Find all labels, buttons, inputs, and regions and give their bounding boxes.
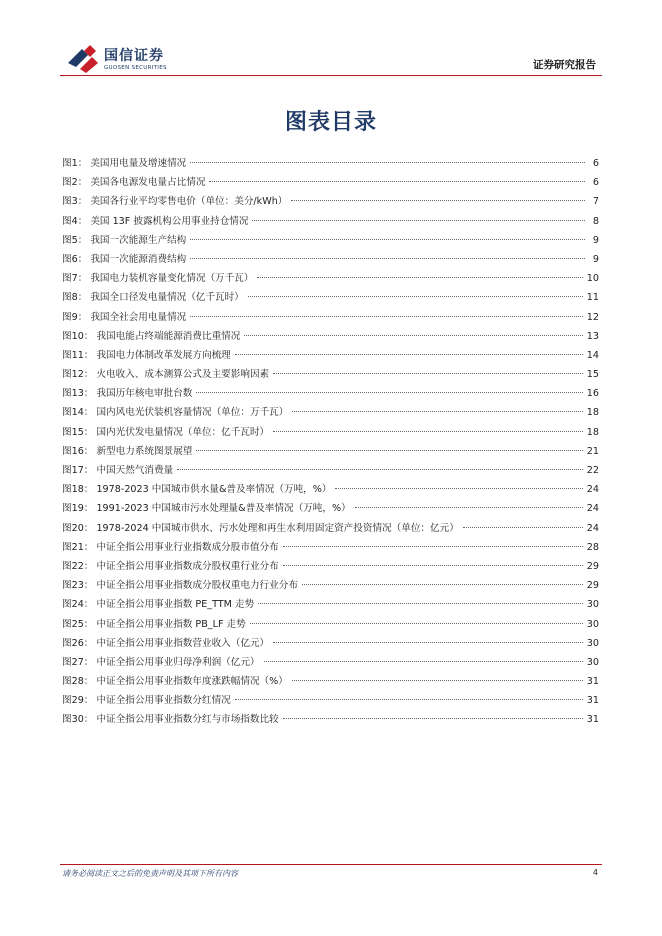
toc-entry[interactable]: [62, 269, 599, 288]
toc-entry-page: 30: [586, 656, 599, 668]
toc-leader-dots: [190, 239, 585, 240]
toc-entry[interactable]: [62, 480, 599, 499]
toc-leader-dots: [264, 661, 583, 662]
toc-entry-page: 6: [592, 158, 599, 169]
toc-entry-page: 9: [592, 234, 599, 246]
toc-leader-dots: [355, 507, 583, 508]
toc-leader-dots: [302, 584, 583, 585]
toc-entry[interactable]: [62, 327, 599, 346]
toc-entry[interactable]: [62, 672, 599, 691]
toc-entry-page: 11: [586, 292, 599, 304]
company-logo: [66, 45, 167, 75]
toc-entry-page: 9: [592, 253, 599, 265]
toc-leader-dots: [283, 546, 583, 547]
header-divider: [60, 75, 602, 76]
toc-entry[interactable]: [62, 403, 599, 422]
toc-entry-page: 24: [586, 484, 599, 496]
toc-entry-label: 图7： 我国电力装机容量变化情况（万千瓦）: [62, 273, 254, 285]
toc-leader-dots: [209, 181, 585, 182]
toc-entry-page: 22: [586, 465, 599, 476]
toc-entry-label: 图16： 新型电力系统图景展望: [62, 445, 193, 457]
toc-entry-page: 12: [586, 311, 599, 323]
toc-leader-dots: [196, 392, 582, 393]
toc-entry-label: 图15： 国内光伏发电量情况（单位：亿千瓦时）: [62, 426, 270, 438]
toc-entry-label: 图18： 1978-2023 中国城市供水量&普及率情况（万吨，%）: [62, 484, 332, 496]
toc-entry[interactable]: [62, 595, 599, 614]
toc-entry[interactable]: [62, 557, 599, 576]
toc-entry-page: 14: [586, 349, 599, 361]
page-number: 4: [592, 868, 598, 877]
toc-entry[interactable]: [62, 154, 599, 173]
toc-leader-dots: [177, 469, 583, 470]
toc-entry-label: 图12： 火电收入、成本测算公式及主要影响因素: [62, 369, 270, 381]
logo-mark-icon: [66, 45, 100, 75]
toc-leader-dots: [283, 718, 583, 719]
toc-leader-dots: [235, 354, 583, 355]
toc-entry[interactable]: [62, 538, 599, 557]
toc-entry-page: 21: [586, 445, 599, 457]
toc-entry-label: 图21： 中证全指公用事业行业指数成分股市值分布: [62, 541, 279, 553]
toc-entry[interactable]: [62, 250, 599, 269]
toc-entry-label: 图4： 美国 13F 披露机构公用事业持仓情况: [62, 215, 249, 227]
toc-entry[interactable]: [62, 192, 599, 211]
toc-entry-label: 图23： 中证全指公用事业指数成分股权重电力行业分布: [62, 580, 298, 592]
toc-entry-page: 8: [592, 215, 599, 227]
toc-leader-dots: [335, 488, 582, 489]
toc-entry[interactable]: [62, 461, 599, 480]
toc-leader-dots: [248, 296, 583, 297]
toc-entry-page: 28: [586, 541, 599, 553]
toc-entry[interactable]: [62, 499, 599, 518]
toc-entry[interactable]: [62, 288, 599, 307]
toc-entry-page: 15: [586, 369, 599, 381]
toc-entry-label: 图26： 中证全指公用事业指数营业收入（亿元）: [62, 637, 270, 649]
toc-entry-label: 图1： 美国用电量及增速情况: [62, 158, 187, 169]
toc-entry-label: 图22： 中证全指公用事业指数成分股权重行业分布: [62, 560, 279, 572]
toc-entry-label: 图5： 我国一次能源生产结构: [62, 234, 187, 246]
toc-entry[interactable]: [62, 365, 599, 384]
toc-entry-page: 31: [586, 695, 599, 707]
toc-entry[interactable]: [62, 308, 599, 327]
toc-entry-page: 30: [586, 618, 599, 630]
toc-entry-page: 30: [586, 637, 599, 649]
toc-entry-label: 图6： 我国一次能源消费结构: [62, 253, 187, 265]
toc-entry[interactable]: [62, 691, 599, 710]
toc-leader-dots: [273, 642, 583, 643]
toc-entry[interactable]: [62, 653, 599, 672]
toc-leader-dots: [250, 623, 583, 624]
toc-entry[interactable]: [62, 173, 599, 192]
toc-entry-page: 24: [586, 503, 599, 515]
logo-english-name: GUOSEN SECURITIES: [104, 65, 167, 71]
toc-entry-label: 图10： 我国电能占终端能源消费比重情况: [62, 330, 241, 342]
toc-entry-label: 图14： 国内风电光伏装机容量情况（单位：万千瓦）: [62, 407, 289, 419]
toc-entry[interactable]: [62, 710, 599, 729]
toc-entry-label: 图17： 中国天然气消费量: [62, 465, 174, 476]
toc-entry-page: 29: [586, 560, 599, 572]
toc-leader-dots: [273, 373, 583, 374]
toc-entry-label: 图11： 我国电力体制改革发展方向梳理: [62, 349, 231, 361]
toc-leader-dots: [190, 162, 585, 163]
toc-entry-label: 图25： 中证全指公用事业指数 PB_LF 走势: [62, 618, 246, 630]
toc-entry-page: 6: [592, 177, 599, 189]
toc-entry-page: 31: [586, 714, 599, 726]
report-type-label: 证券研究报告: [533, 59, 596, 71]
toc-entry-label: 图8： 我国全口径发电量情况（亿千瓦时）: [62, 292, 244, 304]
toc-leader-dots: [252, 220, 585, 221]
toc-leader-dots: [258, 603, 583, 604]
toc-entry-page: 7: [592, 196, 599, 208]
toc-entry-page: 10: [586, 273, 599, 285]
page-header: [0, 0, 662, 80]
toc-entry-label: 图13： 我国历年核电审批台数: [62, 388, 193, 400]
toc-entry-label: 图20： 1978-2024 中国城市供水、污水处理和再生水利用固定资产投资情况（单位：亿元）: [62, 522, 459, 534]
toc-leader-dots: [291, 200, 585, 201]
toc-entry-label: 图27： 中证全指公用事业归母净利润（亿元）: [62, 656, 260, 668]
toc-entry-label: 图29： 中证全指公用事业指数分红情况: [62, 695, 231, 707]
toc-entry-label: 图24： 中证全指公用事业指数 PE_TTM 走势: [62, 599, 255, 611]
toc-leader-dots: [283, 565, 583, 566]
toc-entry[interactable]: [62, 384, 599, 403]
toc-entry-page: 31: [586, 676, 599, 688]
toc-entry-label: 图30： 中证全指公用事业指数分红与市场指数比较: [62, 714, 279, 726]
toc-entry-page: 30: [586, 599, 599, 611]
toc-leader-dots: [463, 527, 583, 528]
toc-leader-dots: [273, 431, 583, 432]
toc-entry-page: 18: [586, 407, 599, 419]
toc-entry-label: 图28： 中证全指公用事业指数年度涨跌幅情况（%）: [62, 676, 288, 688]
toc-entry[interactable]: [62, 615, 599, 634]
toc-leader-dots: [190, 316, 583, 317]
footer-disclaimer: 请务必阅读正文之后的免责声明及其项下所有内容: [62, 869, 238, 878]
toc-leader-dots: [196, 450, 582, 451]
toc-entry-label: 图2： 美国各电源发电量占比情况: [62, 177, 206, 189]
page-title: 图表目录: [284, 110, 377, 135]
toc-entry[interactable]: [62, 519, 599, 538]
toc-entry[interactable]: [62, 346, 599, 365]
toc-leader-dots: [235, 699, 583, 700]
toc-entry-label: 图9： 我国全社会用电量情况: [62, 311, 187, 323]
toc-entry[interactable]: [62, 212, 599, 231]
toc-entry-page: 24: [586, 522, 599, 534]
logo-chinese-name: 国信证券: [104, 48, 164, 64]
toc-entry-page: 29: [586, 580, 599, 592]
toc-entry-page: 16: [586, 388, 599, 400]
toc-entry[interactable]: [62, 634, 599, 653]
toc-leader-dots: [244, 335, 582, 336]
toc-entry-label: 图3： 美国各行业平均零售电价（单位：美分/kWh）: [62, 196, 288, 208]
toc-entry[interactable]: [62, 231, 599, 250]
toc-leader-dots: [190, 258, 585, 259]
toc-entry-page: 13: [586, 330, 599, 342]
table-of-figures: [62, 154, 599, 730]
toc-leader-dots: [257, 277, 582, 278]
toc-entry-page: 18: [586, 426, 599, 438]
toc-entry-label: 图19： 1991-2023 中国城市污水处理量&普及率情况（万吨，%）: [62, 503, 351, 515]
footer-divider: [60, 864, 602, 865]
toc-entry[interactable]: [62, 442, 599, 461]
toc-leader-dots: [292, 680, 583, 681]
toc-leader-dots: [292, 411, 582, 412]
toc-entry[interactable]: [62, 423, 599, 442]
toc-entry[interactable]: [62, 576, 599, 595]
